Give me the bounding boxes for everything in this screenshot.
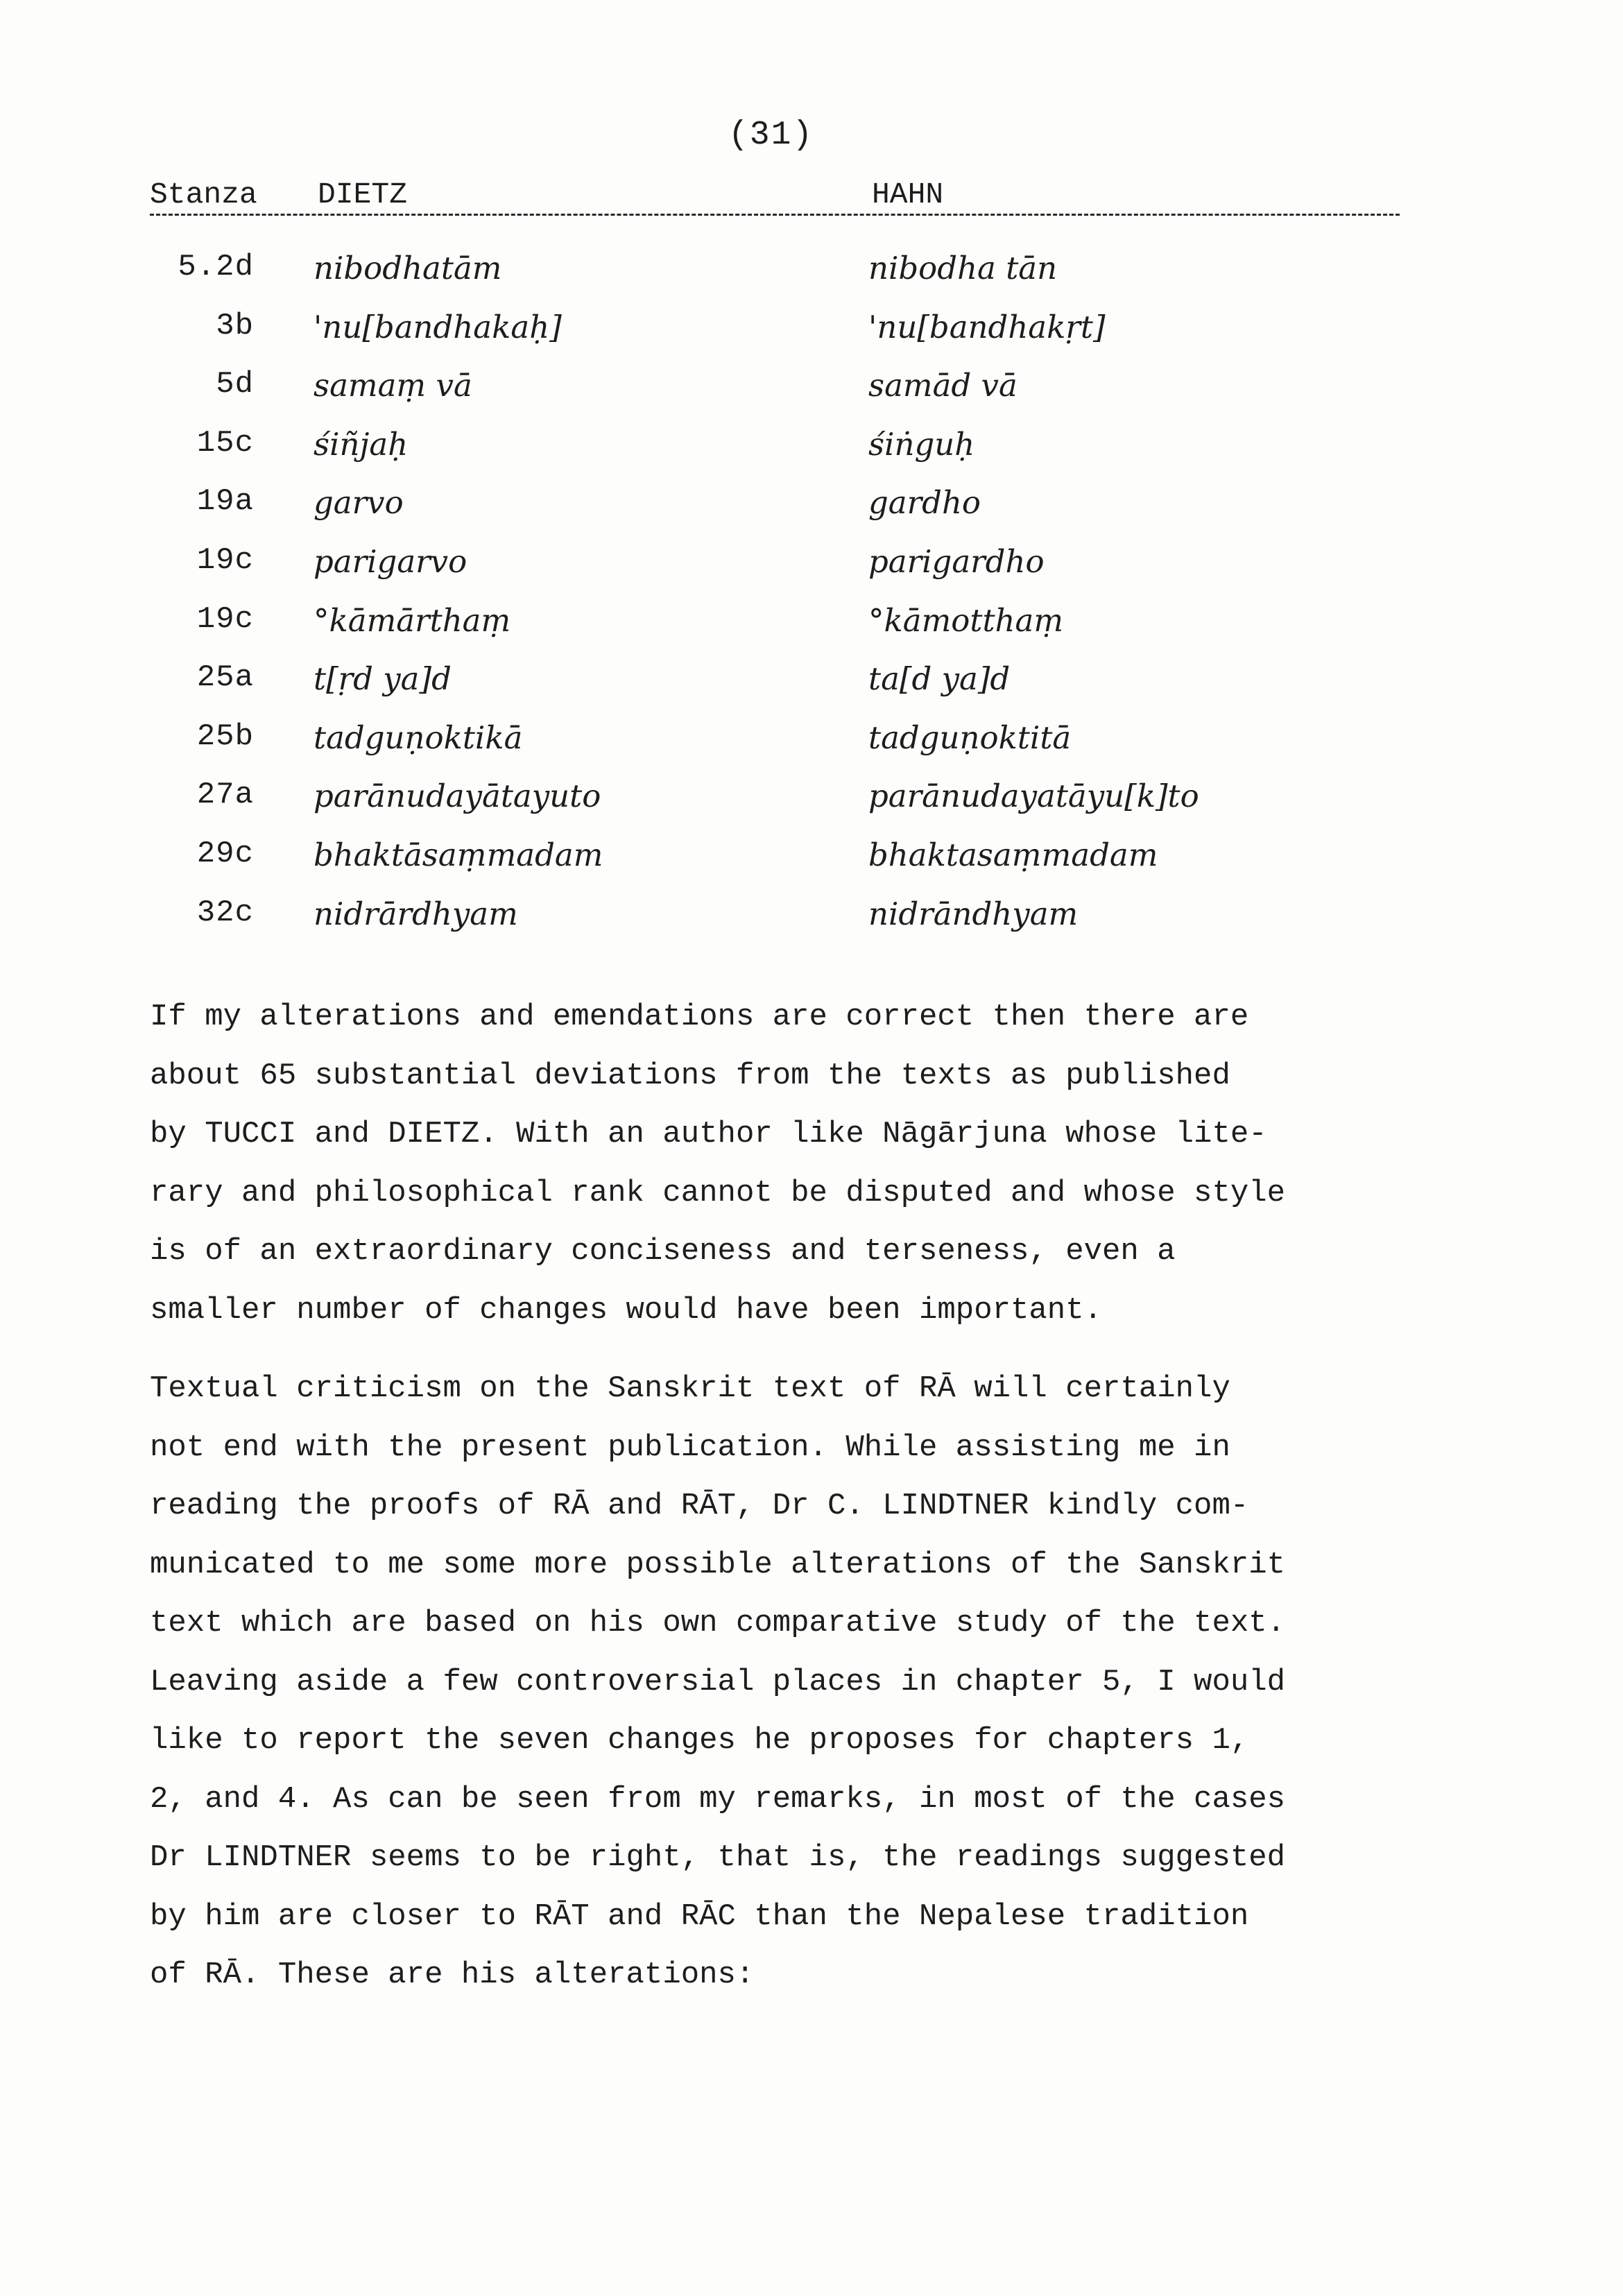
text-line: text which are based on his own comparative study of the text. (150, 1606, 1286, 1640)
stanza-cell: 25a (196, 660, 254, 696)
hahn-reading: °kāmotthaṃ (868, 601, 1064, 639)
table-row (0, 602, 1623, 661)
hahn-reading: 'nu[bandhakṛt] (868, 308, 1106, 345)
text-line: Leaving aside a few controversial places in chapter 5, I would (150, 1664, 1286, 1699)
stanza-cell: 25b (196, 719, 254, 754)
dietz-reading: t[ṛd ya]d (314, 660, 452, 698)
dietz-reading: garvo (314, 484, 404, 522)
text-line: by TUCCI and DIETZ. With an author like Nāgārjuna whose lite- (150, 1117, 1267, 1151)
table-row (0, 309, 1623, 368)
dietz-reading: bhaktāsaṃmadam (314, 836, 603, 873)
readings-table (0, 250, 1623, 954)
page-number: (31) (728, 117, 814, 154)
stanza-cell: 19c (196, 601, 254, 637)
table-row (0, 896, 1623, 954)
dietz-reading: °kāmārthaṃ (314, 601, 511, 639)
stanza-cell: 32c (196, 895, 254, 930)
dietz-reading: samaṃ vā (314, 367, 472, 404)
dietz-reading: nibodhatām (314, 250, 502, 286)
stanza-cell: 19a (196, 484, 254, 520)
dietz-reading: parigarvo (314, 542, 467, 580)
text-line: 2, and 4. As can be seen from my remarks, in most of the cases (150, 1781, 1286, 1817)
table-row (0, 484, 1623, 543)
column-header-dietz: DIETZ (318, 178, 408, 212)
hahn-reading: samād vā (868, 367, 1017, 404)
table-row (0, 543, 1623, 602)
table-row (0, 426, 1623, 485)
text-line: like to report the seven changes he proposes for chapters 1, (150, 1723, 1249, 1758)
paragraph-deviations (150, 988, 1454, 1339)
stanza-cell: 27a (196, 778, 254, 813)
text-line: not end with the present publication. While assisting me in (150, 1430, 1230, 1465)
table-row (0, 837, 1623, 896)
hahn-reading: śiṅguḥ (868, 425, 975, 463)
stanza-cell: 29c (196, 836, 254, 871)
hahn-reading: tadguṇoktitā (868, 719, 1072, 756)
column-header-hahn: HAHN (872, 178, 944, 212)
text-line: rary and philosophical rank cannot be disputed and whose style (150, 1175, 1286, 1210)
table-row (0, 660, 1623, 719)
table-row (0, 719, 1623, 778)
text-line: Textual criticism on the Sanskrit text of RĀ will certainly (150, 1371, 1230, 1406)
column-header-stanza: Stanza (150, 178, 257, 212)
hahn-reading: parānudayatāyu[k]to (868, 778, 1199, 815)
hahn-reading: bhaktasaṃmadam (868, 836, 1158, 873)
hahn-reading: nibodha tān (868, 250, 1058, 286)
stanza-cell: 19c (196, 542, 254, 578)
dietz-reading: parānudayātayuto (314, 778, 601, 815)
text-line: If my alterations and emendations are correct then there are (150, 1000, 1249, 1034)
hahn-reading: parigardho (868, 542, 1045, 580)
text-line: is of an extraordinary conciseness and terseness, even a (150, 1234, 1176, 1269)
text-line: of RĀ. These are his alterations: (150, 1957, 755, 1992)
text-line: municated to me some more possible alterations of the Sanskrit (150, 1547, 1286, 1582)
hahn-reading: nidrāndhyam (868, 895, 1079, 932)
hahn-reading: gardho (868, 484, 981, 522)
dietz-reading: nidrārdhyam (314, 895, 518, 932)
table-row (0, 367, 1623, 426)
dietz-reading: śiñjaḥ (314, 425, 409, 463)
dietz-reading: tadguṇoktikā (314, 719, 523, 756)
text-line: about 65 substantial deviations from the texts as published (150, 1058, 1230, 1093)
stanza-cell: 5d (216, 367, 254, 402)
text-line: by him are closer to RĀT and RĀC than the Nepalese tradition (150, 1899, 1249, 1934)
text-line: reading the proofs of RĀ and RĀT, Dr C. LINDTNER kindly com- (150, 1489, 1249, 1523)
stanza-cell: 15c (196, 425, 254, 461)
paragraph-textual-criticism (150, 1360, 1454, 2005)
hahn-reading: ta[d ya]d (868, 660, 1011, 698)
dietz-reading: 'nu[bandhakaḥ] (314, 308, 562, 345)
stanza-cell: 3b (216, 308, 254, 343)
text-line: Dr LINDTNER seems to be right, that is, the readings suggested (150, 1840, 1286, 1875)
table-row (0, 778, 1623, 837)
stanza-cell: 5.2d (178, 250, 254, 284)
header-rule (150, 214, 1400, 216)
text-line: smaller number of changes would have been important. (150, 1292, 1103, 1328)
table-row (0, 250, 1623, 309)
